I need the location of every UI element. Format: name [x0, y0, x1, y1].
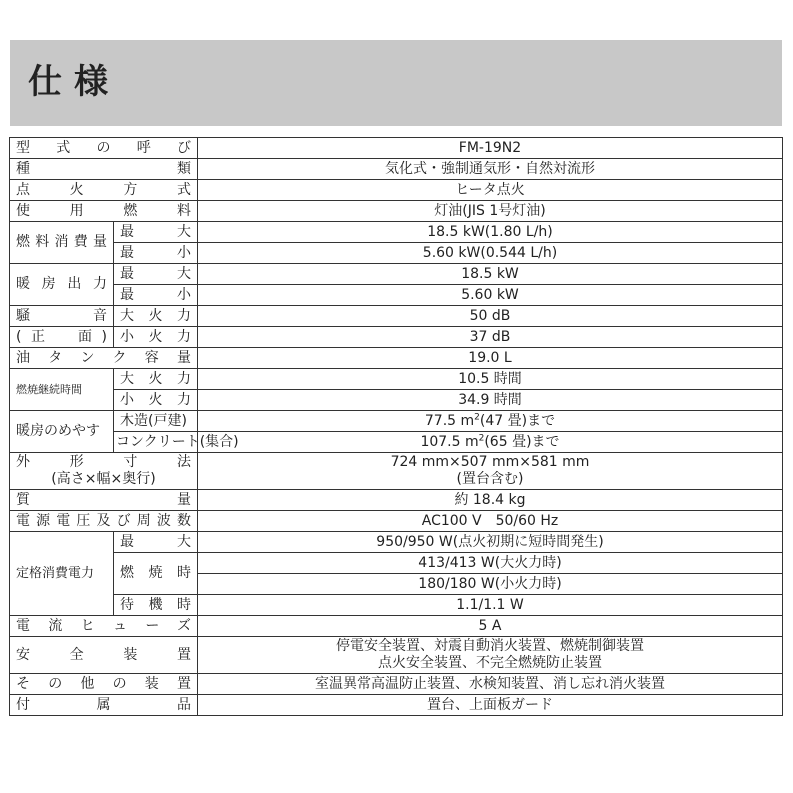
- rated-burn-label: 燃焼時: [114, 553, 198, 595]
- noise-label: 騒 音: [10, 306, 114, 327]
- table-row: [10, 532, 783, 553]
- dimensions-note: (置台含む): [456, 471, 524, 487]
- table-row: [10, 390, 783, 411]
- mass-label: 質 量: [10, 490, 198, 511]
- burn-time-small-value: 34.9 時間: [198, 390, 783, 411]
- table-row: [10, 490, 783, 511]
- model-value: FM-19N2: [198, 138, 783, 159]
- type-label: 種 類: [10, 159, 198, 180]
- table-row: [10, 285, 783, 306]
- table-row: [10, 243, 783, 264]
- noise-big-value: 50 dB: [198, 306, 783, 327]
- table-row: [10, 453, 783, 490]
- output-max-value: 18.5 kW: [198, 264, 783, 285]
- rated-power-label: 定格消費電力: [10, 532, 114, 616]
- tank-label: 油タンク容量: [10, 348, 198, 369]
- rated-standby-value: 1.1/1.1 W: [198, 595, 783, 616]
- concrete-area-value: [198, 432, 783, 453]
- burn-time-big-label: 大火力: [114, 369, 198, 390]
- output-min-label: 最 小: [114, 285, 198, 306]
- table-row: [10, 264, 783, 285]
- table-row: [10, 695, 783, 716]
- table-row: [10, 511, 783, 532]
- table-row: [10, 674, 783, 695]
- consumption-max-label: 最 大: [114, 222, 198, 243]
- table-row: [10, 180, 783, 201]
- dimensions-label-line1: 外 形 寸 法: [16, 454, 191, 470]
- consumption-min-label: 最 小: [114, 243, 198, 264]
- spec-table: [9, 137, 783, 716]
- output-max-label: 最 大: [114, 264, 198, 285]
- rated-max-label: 最 大: [114, 532, 198, 553]
- noise-big-label: 大火力: [114, 306, 198, 327]
- wood-area-superscript: 2: [474, 411, 480, 422]
- section-header-banner: [10, 40, 782, 126]
- safety-line-1: 停電安全装置、対震自動消火装置、燃焼制御装置: [336, 638, 644, 654]
- fuse-value: 5 A: [198, 616, 783, 637]
- wood-area-number: 77.5 m: [424, 412, 475, 429]
- safety-label: 安 全 装 置: [10, 637, 198, 674]
- concrete-label: コンクリート(集合): [114, 432, 198, 453]
- table-row: [10, 201, 783, 222]
- concrete-area-tatami: (65 畳)まで: [484, 433, 560, 450]
- burn-time-label: 燃焼継続時間: [10, 369, 114, 411]
- table-row: [10, 306, 783, 327]
- dimensions-value: [198, 453, 783, 490]
- output-min-value: 5.60 kW: [198, 285, 783, 306]
- consumption-min-value: 5.60 kW(0.544 L/h): [198, 243, 783, 264]
- concrete-area-number: 107.5 m: [420, 433, 479, 450]
- burn-time-small-label: 小火力: [114, 390, 198, 411]
- ignition-label: 点 火 方 式: [10, 180, 198, 201]
- table-row: [10, 138, 783, 159]
- rated-standby-label: 待機時: [114, 595, 198, 616]
- noise-small-value: 37 dB: [198, 327, 783, 348]
- safety-line-2: 点火安全装置、不完全燃焼防止装置: [378, 655, 602, 671]
- table-row: [10, 595, 783, 616]
- noise-label-front: (正 面): [10, 327, 114, 348]
- accessories-label: 付 属 品: [10, 695, 198, 716]
- power-supply-value: AC100 V 50/60 Hz: [198, 511, 783, 532]
- page-title: 仕様: [28, 62, 120, 102]
- table-row: [10, 637, 783, 674]
- consumption-label: 燃料消費量: [10, 222, 114, 264]
- wood-label: 木造(戸建): [114, 411, 198, 432]
- other-value: 室温異常高温防止装置、水検知装置、消し忘れ消火装置: [198, 674, 783, 695]
- rated-burn-small-value: 180/180 W(小火力時): [198, 574, 783, 595]
- table-row: [10, 432, 783, 453]
- table-row: [10, 616, 783, 637]
- rated-max-value: 950/950 W(点火初期に短時間発生): [198, 532, 783, 553]
- wood-area-value: [198, 411, 783, 432]
- table-row: [10, 348, 783, 369]
- fuel-label: 使 用 燃 料: [10, 201, 198, 222]
- heating-area-label: 暖房のめやす: [10, 411, 114, 453]
- output-label: 暖房出力: [10, 264, 114, 306]
- table-row: [10, 159, 783, 180]
- dimensions-label-line2: (高さ×幅×奥行): [51, 471, 156, 487]
- tank-value: 19.0 L: [198, 348, 783, 369]
- table-row: [10, 369, 783, 390]
- table-row: [10, 327, 783, 348]
- accessories-value: 置台、上面板ガード: [198, 695, 783, 716]
- other-label: その他の装置: [10, 674, 198, 695]
- rated-burn-big-value: 413/413 W(大火力時): [198, 553, 783, 574]
- burn-time-big-value: 10.5 時間: [198, 369, 783, 390]
- table-row: [10, 411, 783, 432]
- fuel-value: 灯油(JIS 1号灯油): [198, 201, 783, 222]
- power-supply-label: 電源電圧及び周波数: [10, 511, 198, 532]
- mass-value: 約 18.4 kg: [198, 490, 783, 511]
- model-label: 型 式 の 呼 び: [10, 138, 198, 159]
- dimensions-main: 724 mm×507 mm×581 mm: [390, 454, 590, 470]
- dimensions-label: [10, 453, 198, 490]
- table-row: [10, 553, 783, 574]
- type-value: 気化式・強制通気形・自然対流形: [198, 159, 783, 180]
- wood-area-tatami: (47 畳)まで: [479, 412, 556, 429]
- concrete-area-superscript: 2: [478, 432, 485, 443]
- consumption-max-value: 18.5 kW(1.80 L/h): [198, 222, 783, 243]
- table-row: [10, 222, 783, 243]
- fuse-label: 電流ヒューズ: [10, 616, 198, 637]
- safety-value: [198, 637, 783, 674]
- ignition-value: ヒータ点火: [198, 180, 783, 201]
- noise-small-label: 小火力: [114, 327, 198, 348]
